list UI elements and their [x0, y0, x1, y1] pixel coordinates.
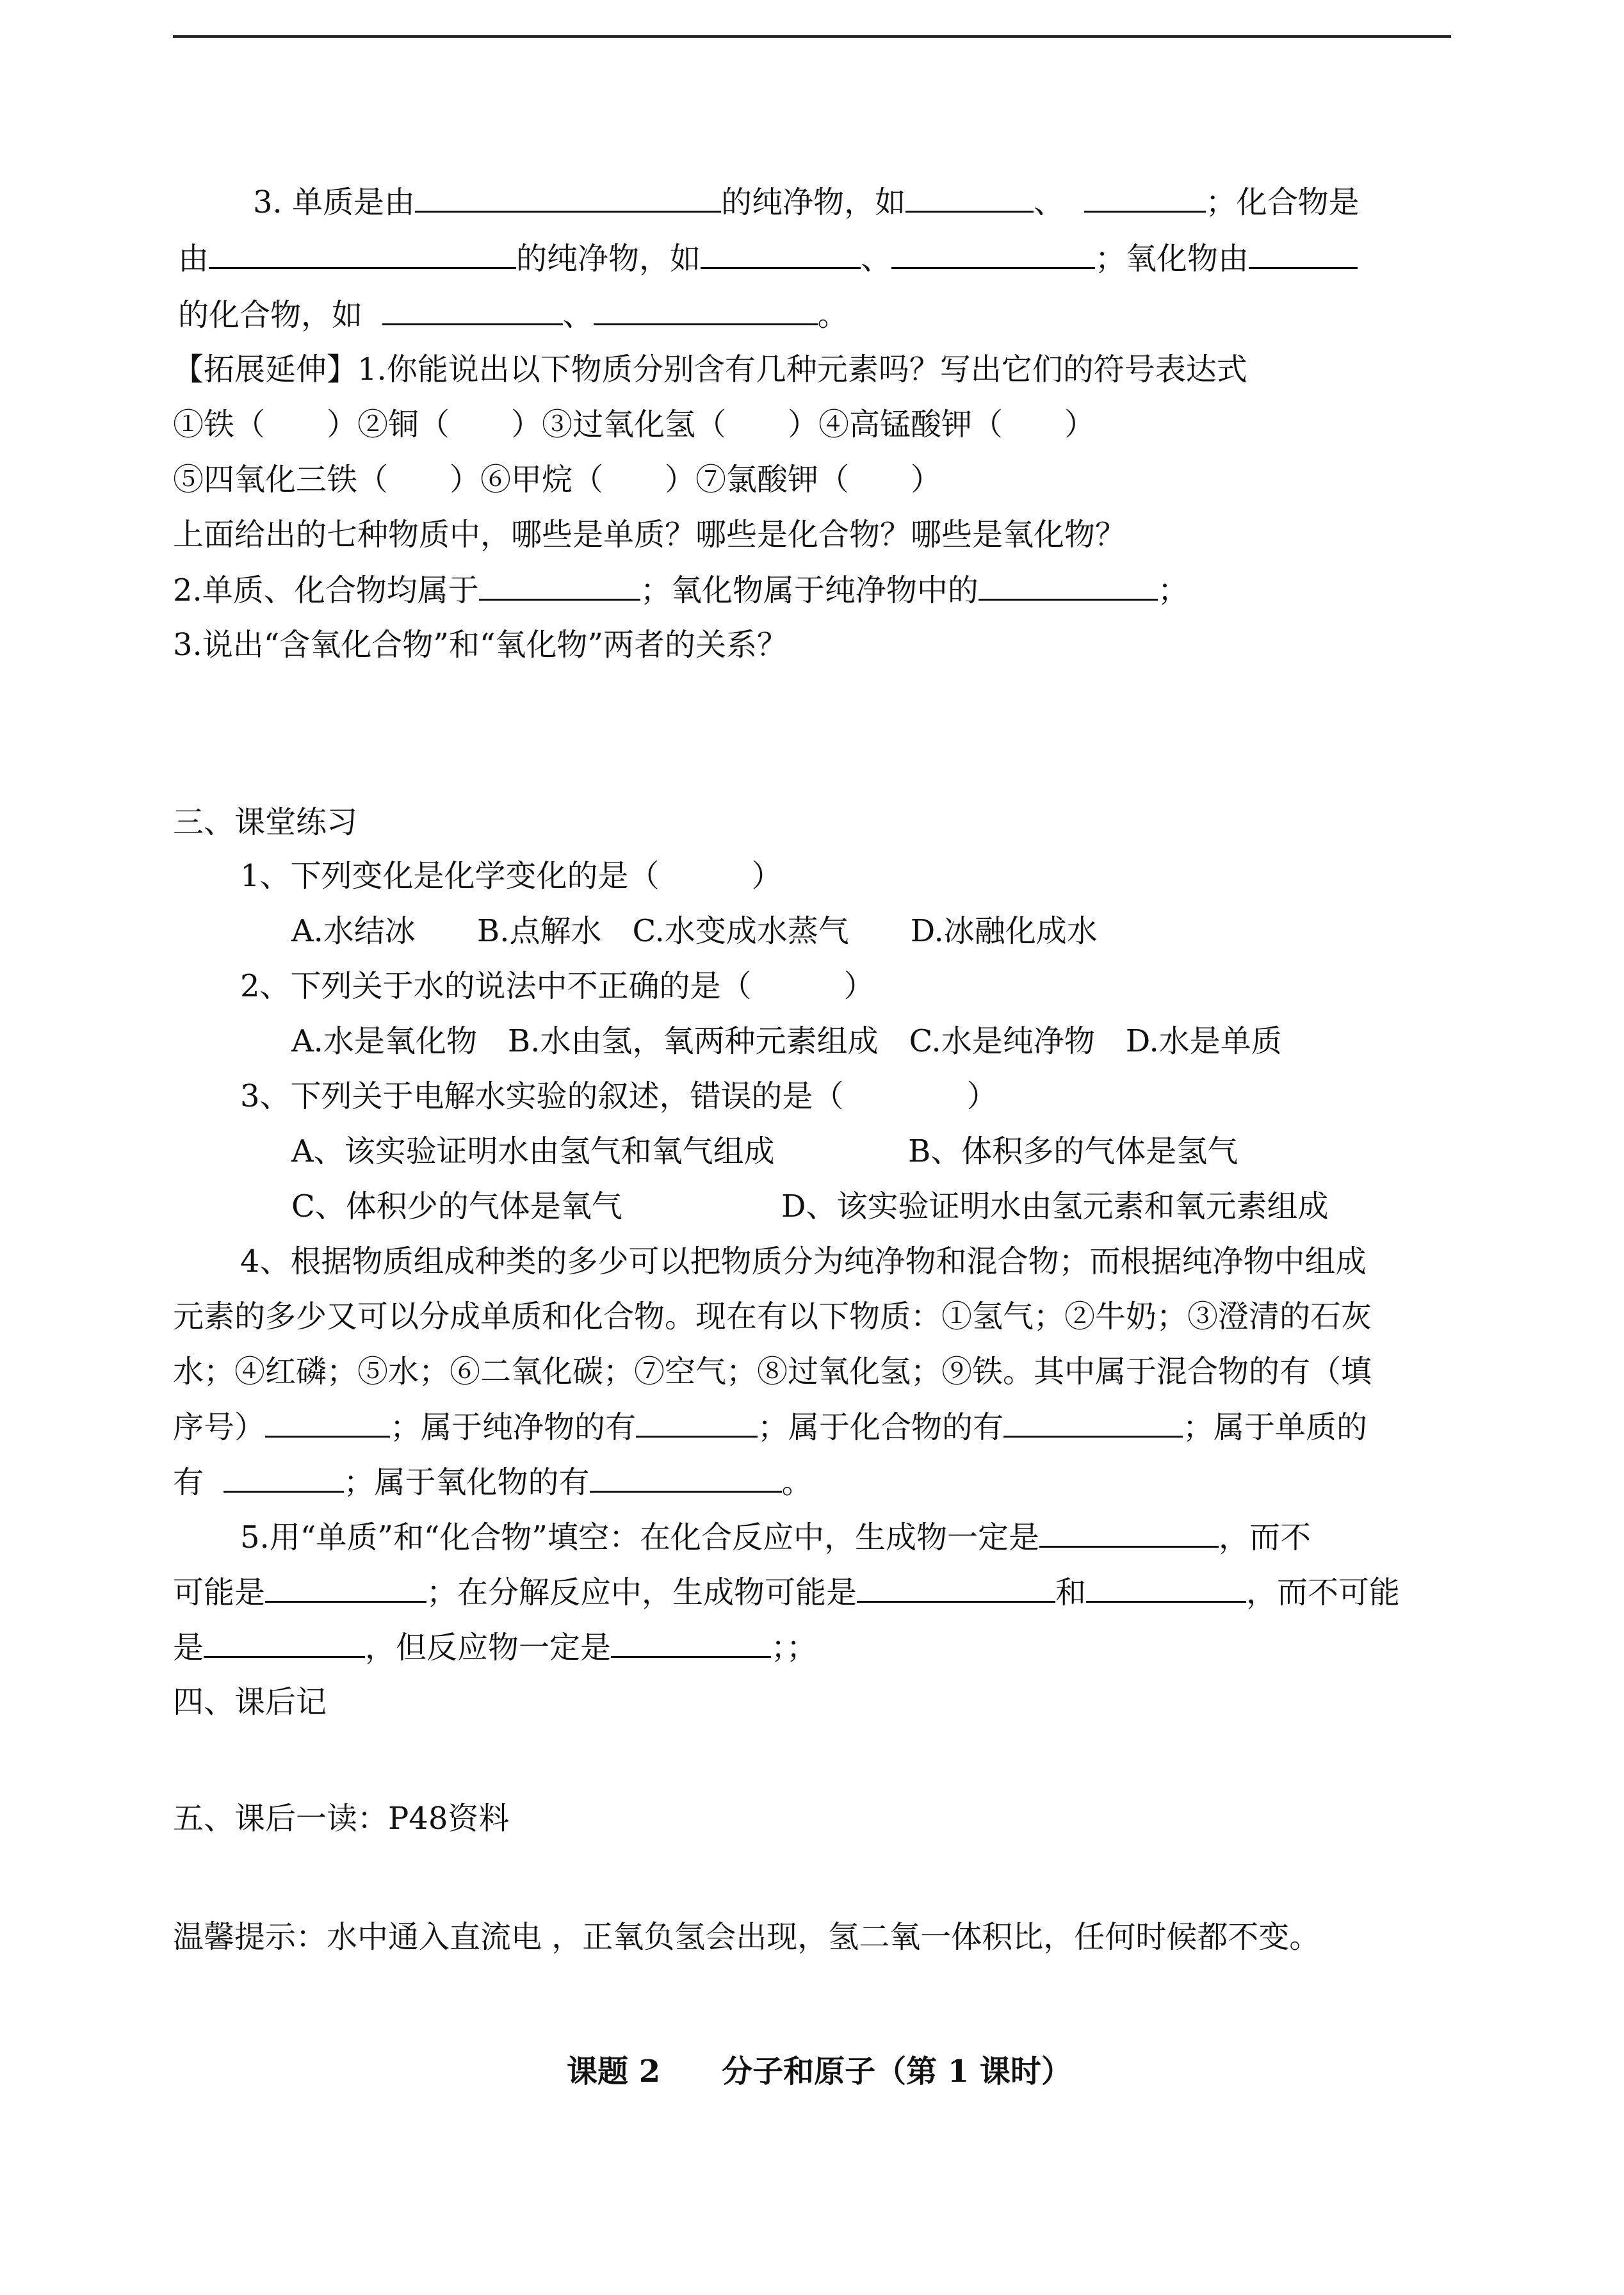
text: ；氧化物由	[1095, 241, 1249, 277]
text: ，而不可能	[1246, 1575, 1401, 1610]
text: ；氧化物属于纯净物中的	[640, 572, 978, 608]
text: 可能是	[173, 1575, 266, 1610]
blank[interactable]	[204, 1628, 365, 1658]
text: 的纯净物，如	[721, 184, 906, 220]
blank[interactable]	[611, 1628, 771, 1658]
blank[interactable]	[415, 182, 721, 213]
blank[interactable]	[701, 239, 861, 269]
blank[interactable]	[223, 1463, 344, 1493]
text: ，但反应物一定是	[365, 1630, 612, 1666]
blank[interactable]	[1003, 1407, 1183, 1438]
text: ；属于单质的	[1183, 1409, 1368, 1445]
question-4-line-2: 元素的多少又可以分成单质和化合物。现在有以下物质：①氢气；②牛奶；③澄清的石灰	[173, 1299, 1372, 1334]
text: 2.单质、化合物均属于	[173, 572, 479, 608]
extension-2	[173, 571, 1189, 609]
text: 由	[178, 241, 209, 277]
blank[interactable]	[1249, 239, 1358, 269]
blank[interactable]	[1039, 1518, 1219, 1548]
fill-line-1	[253, 182, 1360, 221]
header-rule	[173, 35, 1451, 38]
extension-row-1: ①铁（ ）②铜（ ）③过氧化氢（ ）④高锰酸钾（ ）	[173, 407, 1096, 442]
text: 、	[562, 297, 594, 333]
text: 3. 单质是由	[253, 184, 416, 220]
question-3: 3、下列关于电解水实验的叙述，错误的是（ ）	[240, 1078, 998, 1114]
question-1-options: A.水结冰 B.点解水 C.水变成水蒸气 D.冰融化成水	[291, 913, 1098, 949]
question-3-option-a: A、该实验证明水由氢气和氧气组成	[291, 1133, 775, 1169]
blank[interactable]	[590, 1463, 782, 1493]
blank[interactable]	[382, 295, 563, 325]
fill-line-3	[178, 295, 849, 334]
question-4-line-1: 4、根据物质组成种类的多少可以把物质分为纯净物和混合物；而根据纯净物中组成	[240, 1244, 1367, 1279]
question-3-option-c: C、体积少的气体是氧气	[291, 1188, 622, 1224]
blank[interactable]	[594, 295, 818, 325]
next-lesson-title: 课题 2 分子和原子（第 1 课时）	[567, 2054, 1072, 2089]
blank[interactable]	[265, 1573, 426, 1603]
text: ；属于氧化物的有	[343, 1464, 590, 1500]
extension-3: 3.说出“含氧化合物”和“氧化物”两者的关系？	[173, 627, 788, 663]
question-4-line-3: 水；④红磷；⑤水；⑥二氧化碳；⑦空气；⑧过氧化氢；⑨铁。其中属于混合物的有（填	[173, 1354, 1372, 1390]
blank[interactable]	[905, 182, 1034, 213]
text: ；属于纯净物的有	[390, 1409, 637, 1445]
question-2-options: A.水是氧化物 B.水由氢，氧两种元素组成 C.水是纯净物 D.水是单质	[291, 1023, 1282, 1059]
question-5-line-3	[173, 1628, 817, 1666]
text: 、	[1034, 184, 1065, 220]
blank[interactable]	[1084, 182, 1206, 213]
text: 5.用“单质”和“化合物”填空：在化合反应中，生成物一定是	[240, 1520, 1039, 1555]
blank[interactable]	[1086, 1573, 1246, 1603]
question-5-line-2	[173, 1573, 1400, 1611]
question-3-option-b: B、体积多的气体是氢气	[908, 1133, 1238, 1169]
blank[interactable]	[265, 1407, 390, 1438]
text: 、	[861, 241, 892, 277]
question-2: 2、下列关于水的说法中不正确的是（ ）	[240, 968, 875, 1004]
extension-row-2: ⑤四氧化三铁（ ）⑥甲烷（ ）⑦氯酸钾（ ）	[173, 462, 942, 498]
section-3-heading: 三、课堂练习	[173, 804, 358, 840]
text: 。	[781, 1464, 813, 1500]
question-4-line-4	[173, 1407, 1367, 1446]
text: ；属于化合物的有	[758, 1409, 1004, 1445]
text: 有	[173, 1464, 204, 1500]
text: 的纯净物，如	[516, 241, 701, 277]
text: ，而不	[1218, 1520, 1311, 1555]
blank[interactable]	[891, 239, 1095, 269]
text: ；	[1157, 572, 1189, 608]
text: 序号）	[173, 1409, 266, 1445]
fill-line-2	[178, 239, 1358, 277]
blank[interactable]	[636, 1407, 758, 1438]
question-1: 1、下列变化是化学变化的是（ ）	[240, 858, 783, 894]
extension-question: 上面给出的七种物质中，哪些是单质？哪些是化合物？哪些是氧化物？	[173, 517, 1126, 553]
text: 的化合物，如	[178, 297, 363, 333]
text: ；化合物是	[1205, 184, 1360, 220]
section-5-heading: 五、课后一读：P48资料	[173, 1801, 510, 1837]
question-5-line-1	[240, 1518, 1311, 1556]
question-4-line-5	[173, 1463, 813, 1501]
blank[interactable]	[479, 571, 640, 601]
extension-heading: 【拓展延伸】1.你能说出以下物质分别含有几种元素吗？写出它们的符号表达式	[173, 352, 1247, 387]
text: 是	[173, 1630, 204, 1666]
question-3-option-d: D、该实验证明水由氢元素和氧元素组成	[781, 1188, 1329, 1224]
blank[interactable]	[209, 239, 516, 269]
text: ；；	[771, 1630, 818, 1666]
blank[interactable]	[978, 571, 1158, 601]
text: ；在分解反应中，生成物可能是	[426, 1575, 857, 1610]
text: 和	[1055, 1575, 1087, 1610]
blank[interactable]	[857, 1573, 1055, 1603]
tip-text: 温馨提示：水中通入直流电 ，正氧负氢会出现，氢二氧一体积比，任何时候都不变。	[173, 1919, 1320, 1955]
section-4-heading: 四、课后记	[173, 1684, 327, 1720]
text: 。	[817, 297, 849, 333]
